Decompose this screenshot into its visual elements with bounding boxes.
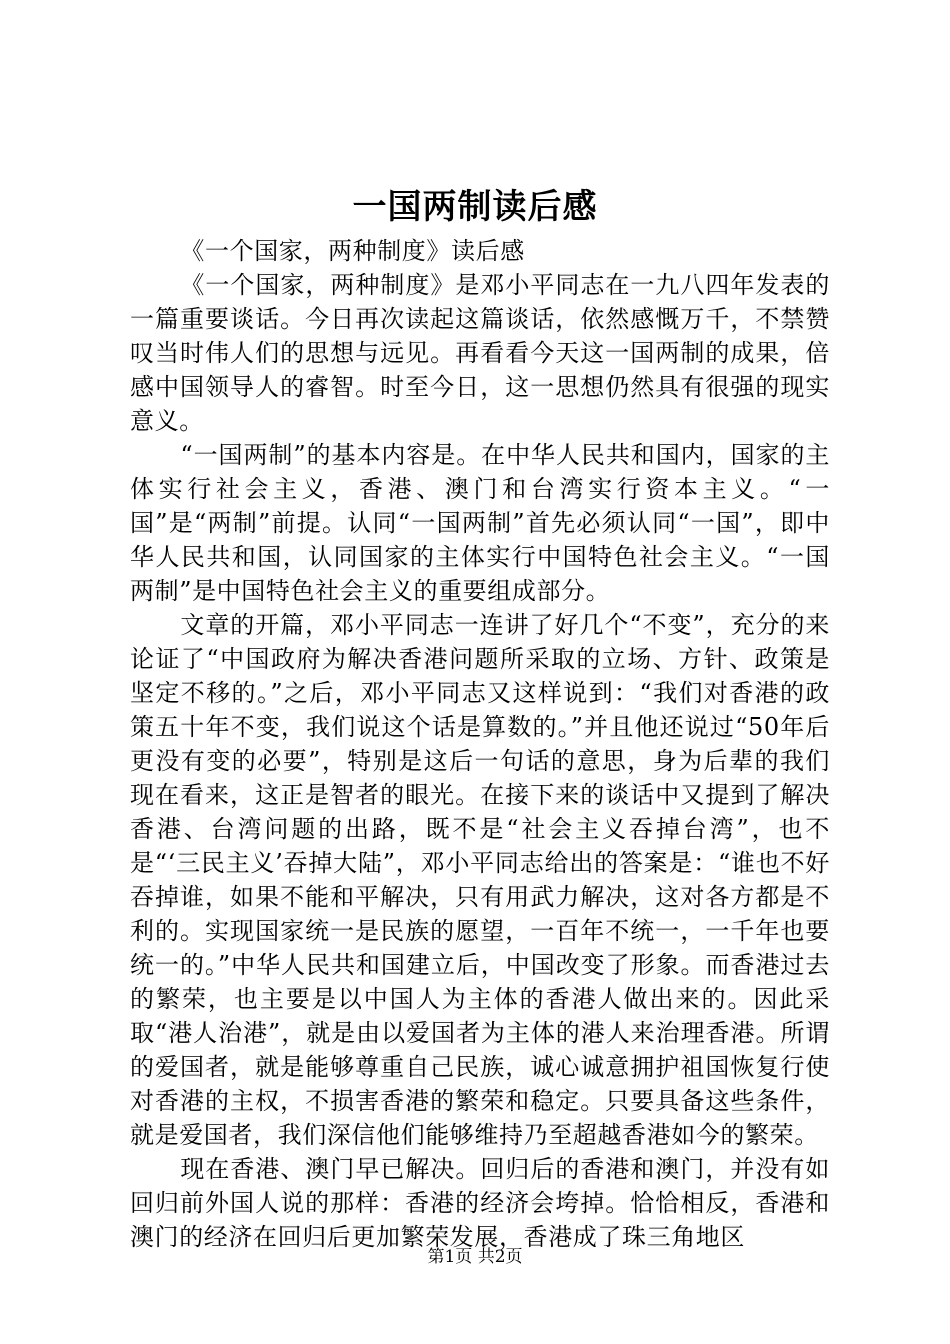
document-title: 一国两制读后感: [352, 187, 598, 227]
paragraph-subtitle: 《一个国家，两种制度》读后感: [180, 237, 525, 265]
paragraph: 文章的开篇，邓小平同志一连讲了好几个“不变”，充分的来论证了“中国政府为解决香港问题所采取的立场、方针、政策是坚定不移的。”之后，邓小平同志又这样说到：“我们对香港的政策五十年不变，我们说这个话是算数的。”并且他还说过“50年后更没有变的必要”，特别是这后一句话的意思，身为后辈的我们现在看来，这正是智者的眼光。在接下来的谈话中又提到了解决香港、台湾问题的出路，既不是“社会主义吞掉台湾”，也不是“‘三民主义’吞掉大陆”，邓小平同志给出的答案是：“谁也不好吞掉谁，如果不能和平解决，只有用武力解决，这对各方都是不利的。实现国家统一是民族的愿望，一百年不统一，一千年也要统一的。”中华人民共和国建立后，中国改变了形象。而香港过去的繁荣，也主要是以中国人为主体的香港人做出来的。因此采取“港人治港”，就是由以爱国者为主体的港人来治理香港。所谓的爱国者，就是能够尊重自己民族，诚心诚意拥护祖国恢复行使对香港的主权，不损害香港的繁荣和稳定。只要具备这些条件，就是爱国者，我们深信他们能够维持乃至超越香港如今的繁荣。: [130, 611, 830, 1149]
paragraph: “一国两制”的基本内容是。在中华人民共和国内，国家的主体实行社会主义，香港、澳门和台湾实行资本主义。“一国”是“两制”前提。认同“一国两制”首先必须认同“一国”，即中华人民共和国，认同国家的主体实行中国特色社会主义。“一国两制”是中国特色社会主义的重要组成部分。: [130, 441, 830, 605]
page-footer: 第1页 共2页: [427, 1247, 523, 1267]
document-body: [130, 234, 830, 1254]
paragraph: 《一个国家，两种制度》是邓小平同志在一九八四年发表的一篇重要谈话。今日再次读起这篇谈话，依然感慨万千，不禁赞叹当时伟人们的思想与远见。再看看今天这一国两制的成果，倍感中国领导人的睿智。时至今日，这一思想仍然具有很强的现实意义。: [130, 271, 830, 435]
paragraph: 现在香港、澳门早已解决。回归后的香港和澳门，并没有如回归前外国人说的那样：香港的经济会垮掉。恰恰相反，香港和澳门的经济在回归后更加繁荣发展，香港成了珠三角地区: [130, 1155, 830, 1251]
